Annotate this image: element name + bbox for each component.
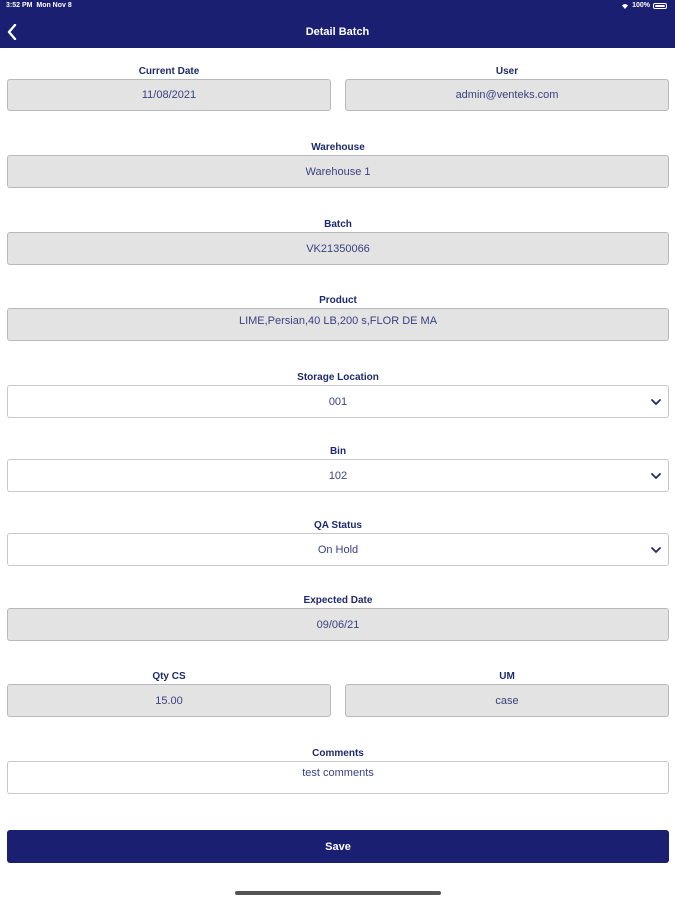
product-label: Product <box>319 295 357 306</box>
bin-select[interactable] <box>7 459 669 492</box>
user-field <box>345 79 669 111</box>
expected-date-value: 09/06/21 <box>316 618 360 631</box>
um-label: UM <box>499 671 515 682</box>
page-title: Detail Batch <box>305 26 370 38</box>
current-date-field <box>7 79 331 111</box>
batch-value: VK21350066 <box>306 242 370 255</box>
warehouse-field <box>7 155 669 188</box>
save-button[interactable] <box>7 830 669 863</box>
user-label: User <box>495 66 519 77</box>
batch-field <box>7 232 669 265</box>
save-button-label: Save <box>325 840 351 853</box>
user-value: admin@venteks.com <box>455 89 559 101</box>
current-date-value: 11/08/2021 <box>141 89 197 101</box>
expected-date-field <box>7 608 669 641</box>
battery-icon <box>653 3 667 9</box>
chevron-down-icon <box>650 396 662 408</box>
wifi-icon <box>621 3 629 9</box>
warehouse-value: Warehouse 1 <box>305 165 371 178</box>
expected-date-label: Expected Date <box>303 595 373 606</box>
current-date-label: Current Date <box>138 66 200 77</box>
status-time: 3:52 PM <box>6 2 33 9</box>
qa-status-value: On Hold <box>317 543 359 556</box>
um-value: case <box>495 694 519 707</box>
home-indicator <box>235 891 441 895</box>
batch-label: Batch <box>324 219 352 230</box>
header-bar <box>0 0 675 48</box>
chevron-down-icon <box>650 470 662 482</box>
product-value: LIME,Persian,40 LB,200 s,FLOR DE MA <box>238 315 438 327</box>
qa-status-label: QA Status <box>314 520 362 531</box>
qty-cs-field <box>7 684 331 717</box>
status-date: Mon Nov 8 <box>36 2 72 9</box>
qty-cs-label: Qty CS <box>152 671 186 682</box>
comments-label: Comments <box>312 748 364 759</box>
storage-location-label: Storage Location <box>297 372 379 383</box>
bin-label: Bin <box>329 446 347 457</box>
product-field <box>7 308 669 341</box>
bin-value: 102 <box>328 469 348 482</box>
warehouse-label: Warehouse <box>311 142 365 153</box>
comments-input[interactable] <box>7 761 669 794</box>
storage-location-value: 001 <box>328 395 348 408</box>
um-field <box>345 684 669 717</box>
qa-status-select[interactable] <box>7 533 669 566</box>
status-time-date <box>6 2 72 9</box>
battery-percent: 100% <box>632 2 650 9</box>
storage-location-select[interactable] <box>7 385 669 418</box>
status-indicators <box>621 2 667 9</box>
chevron-down-icon <box>650 544 662 556</box>
comments-value: test comments <box>302 767 374 779</box>
qty-cs-value: 15.00 <box>155 694 183 707</box>
